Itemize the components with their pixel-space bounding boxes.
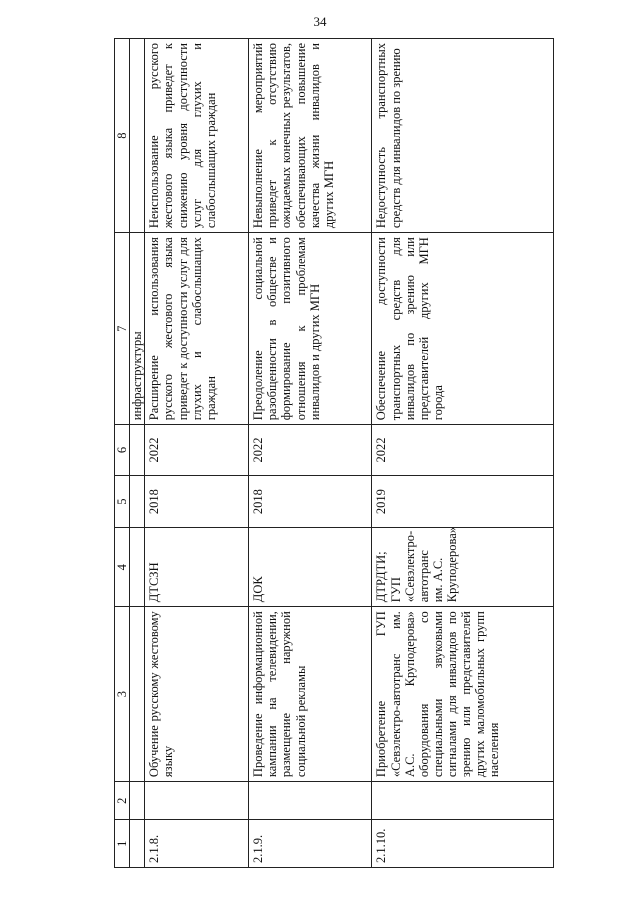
continued-row [130,39,145,868]
risk-cell: Невыполнение мероприятий приведет к отсутствию ожидаемых конечных результатов, обеспечивающих повышение качества жизни инвалидов и других МГН [249,39,372,233]
measure-cell: Приобретение ГУП «Севэлектро-автотранс им. А.С. Круподерова» оборудования со специальными звуковыми сигналами для инвалидов по зрению или представителей других маломобильных групп населения [372,607,554,782]
result-cell: Расширение использования русского жестового языка приведет к доступности услуг для глухих и слабослышащих граждан [145,233,249,425]
end-year-cell: 2022 [145,425,249,476]
continued-text [130,39,145,233]
page-number: 34 [313,14,327,29]
column-header: 8 [115,39,130,233]
column-header: 1 [115,820,130,868]
result-cell: Обеспечение доступности транспортных средств для инвалидов по зрению или представителей других МГН города [372,233,554,425]
row-number: 2.1.9. [249,820,372,868]
start-year-cell: 2018 [249,475,372,528]
column-header: 4 [115,528,130,607]
risk-cell: Неиспользование русского жестового языка приведет к снижению уровня доступности услуг для глухих и слабослышащих граждан [145,39,249,233]
result-cell: Преодоление социальной разобщенности в обществе и формирование позитивного отношения к проблемам инвалидов и других МГН [249,233,372,425]
risk-cell: Недоступность транспортных средств для инвалидов по зрению [372,39,554,233]
executor-cell: ДТРДТИ; ГУП «Севэлектро-автотранс им. А.С. Круподерова» [372,528,554,607]
measure-cell: Проведение информационной кампании на телевидении, размещение наружной социальной рекламы [249,607,372,782]
start-year-cell: 2019 [372,475,554,528]
row-cell [249,782,372,820]
table-row [249,39,372,868]
continued-text: инфраструктуры [130,233,145,425]
column-header: 2 [115,782,130,820]
row-cell [372,782,554,820]
end-year-cell: 2022 [249,425,372,476]
column-header: 7 [115,233,130,425]
column-header: 3 [115,607,130,782]
table-row [372,39,554,868]
row-number: 2.1.10. [372,820,554,868]
end-year-cell: 2022 [372,425,554,476]
row-number: 2.1.8. [145,820,249,868]
measures-table [114,38,554,868]
column-header: 5 [115,475,130,528]
start-year-cell: 2018 [145,475,249,528]
executor-cell: ДТСЗН [145,528,249,607]
measure-cell: Обучение русскому жестовому языку [145,607,249,782]
column-header: 6 [115,425,130,476]
row-cell [145,782,249,820]
column-number-row [115,39,130,868]
rotated-table-wrapper [114,38,554,868]
table-row [145,39,249,868]
executor-cell: ДОК [249,528,372,607]
